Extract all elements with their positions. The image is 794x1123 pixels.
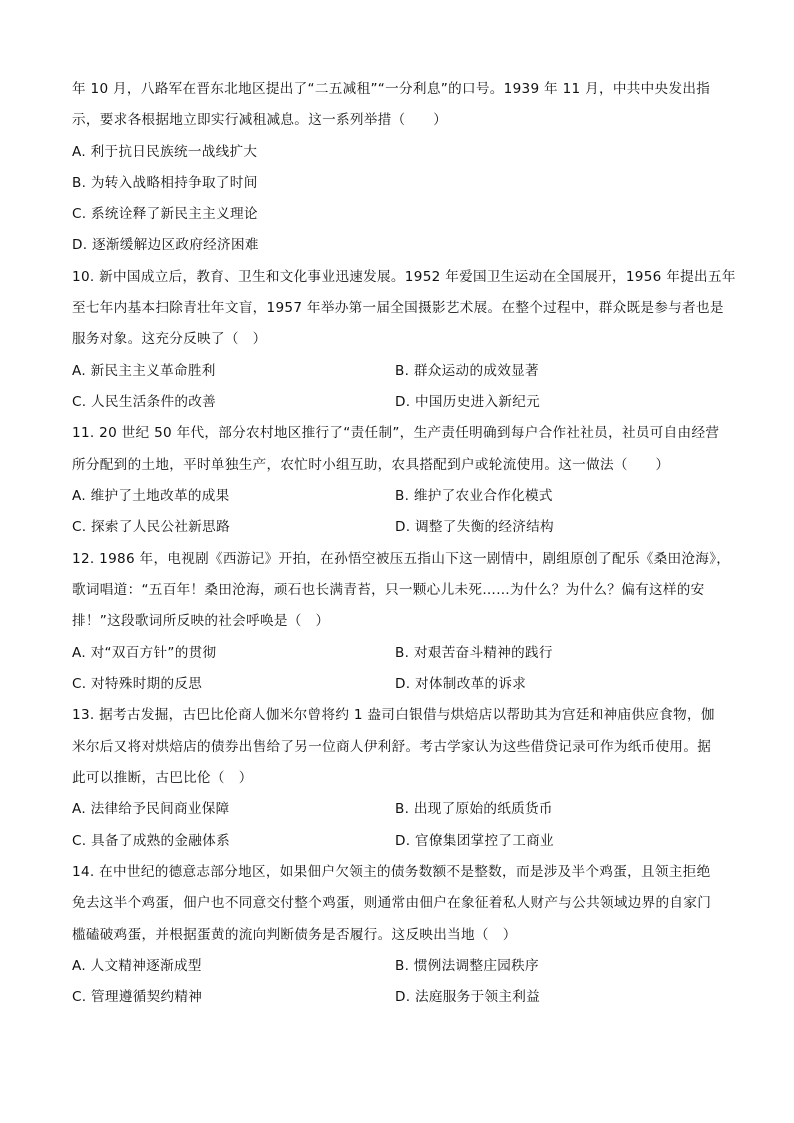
question-stem-line: 年 10 月，八路军在晋东北地区提出了“二五减租”“一分利息”的口号。1939 年 11 月，中共中央发出指	[72, 81, 711, 97]
option-b: B. 惯例法调整庄园秩序	[395, 958, 539, 974]
option-c: C. 探索了人民公社新思路	[72, 519, 230, 535]
question-stem-line: 11. 20 世纪 50 年代，部分农村地区推行了“责任制”，生产责任明确到每户合作社社员，社员可自由经营	[72, 425, 720, 441]
question-stem-line: 槛磕破鸡蛋，并根据蛋黄的流向判断债务是否履行。这反映出当地（ ）	[72, 927, 517, 943]
question-stem-line: 排！”这段歌词所反映的社会呼唤是（ ）	[72, 613, 330, 629]
option-a: A. 利于抗日民族统一战线扩大	[72, 144, 258, 160]
question-stem-line: 米尔后又将对烘焙店的债券出售给了另一位商人伊利舒。考古学家认为这些借贷记录可作为纸币使用。据	[72, 739, 712, 755]
option-c: C. 对特殊时期的反思	[72, 676, 203, 692]
option-d: D. 中国历史进入新纪元	[395, 394, 541, 410]
question-stem-line: 12. 1986 年，电视剧《西游记》开拍，在孙悟空被压五指山下这一剧情中，剧组原创了配乐《桑田沧海》，	[72, 551, 731, 567]
question-stem-line: 服务对象。这充分反映了（ ）	[72, 331, 267, 347]
option-a: A. 维护了土地改革的成果	[72, 488, 230, 504]
option-c: C. 管理遵循契约精神	[72, 989, 203, 1005]
question-stem-line: 示，要求各根据地立即实行减租减息。这一系列举措（ ）	[72, 112, 448, 128]
option-b: B. 出现了原始的纸质货币	[395, 801, 553, 817]
question-stem-line: 歌词唱道：“五百年！桑田沧海，顽石也长满青苔，只一颗心儿未死……为什么？为什么？偏有这样的安	[72, 582, 705, 598]
question-stem-line: 10. 新中国成立后，教育、卫生和文化事业迅速发展。1952 年爱国卫生运动在全国展开，1956 年提出五年	[72, 269, 736, 285]
option-b: B. 为转入战略相持争取了时间	[72, 175, 258, 191]
option-a: A. 人文精神逐渐成型	[72, 958, 202, 974]
question-stem-line: 所分配到的土地，平时单独生产，农忙时小组互助，农具搭配到户或轮流使用。这一做法（ ）	[72, 457, 670, 473]
question-stem-line: 此可以推断，古巴比伦（ ）	[72, 770, 253, 786]
option-d: D. 逐渐缓解边区政府经济困难	[72, 237, 259, 253]
option-a: A. 新民主主义革命胜利	[72, 363, 216, 379]
option-d: D. 官僚集团掌控了工商业	[395, 833, 554, 849]
question-stem-line: 14. 在中世纪的德意志部分地区，如果佃户欠领主的债务数额不是整数，而是涉及半个鸡蛋，且领主拒绝	[72, 864, 711, 880]
question-stem-line: 至七年内基本扫除青壮年文盲，1957 年举办第一届全国摄影艺术展。在整个过程中，群众既是参与者也是	[72, 300, 724, 316]
option-c: C. 系统诠释了新民主主义理论	[72, 206, 258, 222]
option-a: A. 法律给予民间商业保障	[72, 801, 230, 817]
option-b: B. 群众运动的成效显著	[395, 363, 539, 379]
option-b: B. 对艰苦奋斗精神的践行	[395, 645, 553, 661]
option-d: D. 对体制改革的诉求	[395, 676, 527, 692]
option-b: B. 维护了农业合作化模式	[395, 488, 553, 504]
option-d: D. 调整了失衡的经济结构	[395, 519, 554, 535]
question-stem-line: 免去这半个鸡蛋，佃户也不同意交付整个鸡蛋，则通常由佃户在象征着私人财产与公共领域边界的自家门	[72, 895, 712, 911]
question-stem-line: 13. 据考古发掘，古巴比伦商人伽米尔曾将约 1 盎司白银借与烘焙店以帮助其为宫廷和神庙供应食物，伽	[72, 707, 715, 723]
option-d: D. 法庭服务于领主利益	[395, 989, 541, 1005]
option-c: C. 具备了成熟的金融体系	[72, 833, 230, 849]
option-a: A. 对“双百方针”的贯彻	[72, 645, 217, 661]
option-c: C. 人民生活条件的改善	[72, 394, 217, 410]
